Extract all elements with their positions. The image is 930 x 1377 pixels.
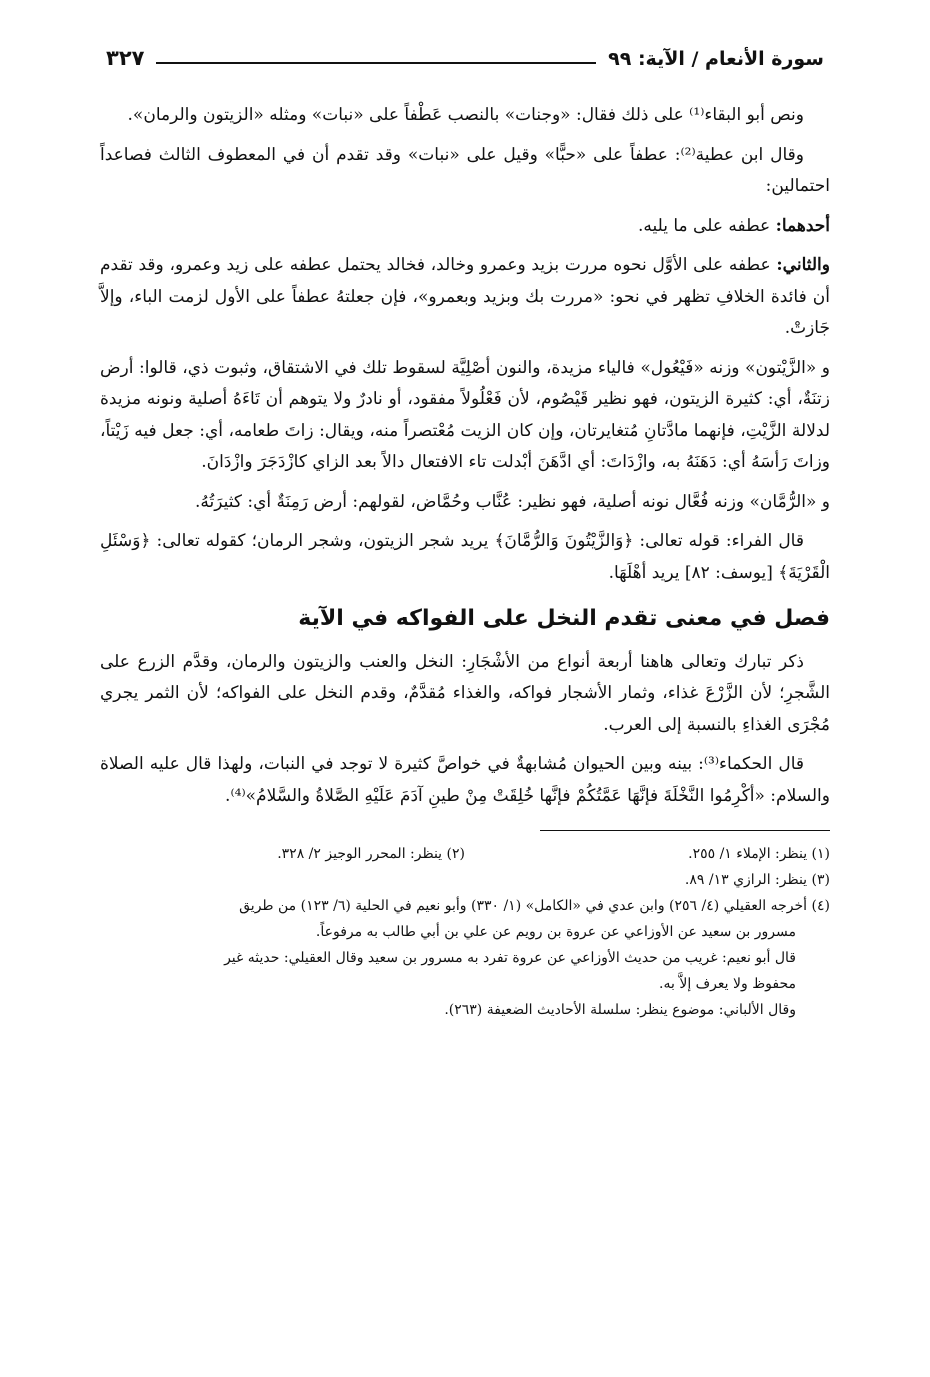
footnote-3: (٣) ينظر: الرازي ١٣/ ٨٩.: [684, 872, 830, 888]
footnote-4-line-4: محفوظ ولا يعرف إلاَّ به.: [659, 976, 796, 992]
paragraph-1: [100, 100, 830, 132]
header-rule: [156, 62, 596, 64]
paragraph-5: [100, 353, 830, 479]
second-option-text: عطفه على الأوَّل نحوه مررت بزيد وعمرو وخالد، فخالد يحتمل عطفه على زيد وعمرو، وقد تقدم أن فائدة الخلافِ تظهر في نحو: «مررت بك وبزيد وبعمرو»، فإن جعلتهُ عطفاً على الأول لزمت الباء، وإلاَّ جَازتْ.: [100, 255, 830, 338]
first-option-text: عطفه على ما يليه.: [637, 215, 771, 236]
paragraph-6: [100, 487, 830, 519]
footnotes: [100, 841, 830, 1023]
footnote-4-line-3: قال أبو نعيم: غريب من حديث الأوزاعي عن عروة تفرد به مسرور بن سعيد وقال العقيلي: حديثه غير: [224, 950, 796, 966]
footnote-rule: [540, 830, 830, 831]
footnote-4-line-2: مسرور بن سعيد عن الأوزاعي عن عروة بن رويم عن علي بن أبي طالب به مرفوعاً.: [315, 924, 796, 940]
main-text: [100, 100, 830, 812]
first-option-label: أحدهما:: [775, 215, 830, 236]
footnote-2: (٢) ينظر: المحرر الوجيز ٢/ ٣٢٨.: [277, 846, 465, 862]
paragraph-2: [100, 140, 830, 203]
surah-title: سورة الأنعام / الآية: ٩٩: [608, 48, 824, 70]
paragraph-3: [100, 211, 830, 243]
paragraph-5-text: و «الزَّيْتون» وزنه «فَيْعُول» فالياء مزيدة، والنون أصْلِيَّة لسقوط تلك في الاشتقاق، وثبوت ذي، قالوا: أرض زتنَةٌ، أي: كثيرة الزيتون، فهو نظير قَيْصُوم، لأن فَعْلُولاً مفقود، أو نادرٌ ولا يتوهم أن تَاءَهُ أصلية ونونه مزيدة لدلالة الزَّيْتِ، فإنهما مادَّتانِ مُتغايرتان، وإن كان الزيت مُعْتصراً منه، ويقال: زاتَ طعامه، أي: جعل فيه زَيْتاً، وزاتَ رَأسَهُ أي: دَهَنَهُ به، وازْدَاتَ: أي ادَّهَنَ أبْدلت تاء الافتعال دالاً بعد الزاي كازْدَجَرَ وازْدَانَ.: [100, 357, 830, 472]
paragraph-4: [100, 250, 830, 345]
footnote-row-1: [100, 841, 830, 867]
paragraph-9: [100, 749, 830, 812]
paragraph-8: [100, 647, 830, 742]
paragraph-1-text: ونص أبو البقاء⁽¹⁾ على ذلك فقال: «وجنات» بالنصب عَطْفاً على «نبات» ومثله «الزيتون والرمان».: [127, 105, 804, 125]
running-head: [100, 30, 830, 70]
paragraph-8-text: ذكر تبارك وتعالى هاهنا أربعة أنواع من الأشْجَارِ: النخل والعنب والزيتون والرمان، وقدَّم الزرع على الشَّجرِ؛ لأن الزَّرْعَ غذاء، وثمار الأشجار فواكه، والغذاء مُقدَّمٌ، وقدم النخل على الفواكه؛ لأن الثمر يجري مُجْرَى الغذاءِ بالنسبة إلى العرب.: [100, 651, 830, 735]
paragraph-6-text: و «الرُّمَّان» وزنه فُعَّال نونه أصلية، فهو نظير: عُنَّاب وحُمَّاض، لقولهم: أرض رَمِنَةٌ أي: كثيرَتُهُ.: [194, 491, 830, 512]
paragraph-9-text: قال الحكماء⁽³⁾: بينه وبين الحيوان مُشابهةٌ في خواصَّ كثيرة لا توجد في النبات، ولهذا قال عليه الصلاة والسلام: «أكْرِمُوا النَّخْلَةَ فإنَّهَا عَمَّتُكُمْ فإنَّها خُلِقَتْ مِنْ طينِ آدَمَ عَلَيْهِ الصَّلاةُ والسَّلامُ»⁽⁴⁾.: [100, 754, 830, 806]
footnote-1: (١) ينظر: الإملاء ١/ ٢٥٥.: [688, 846, 830, 862]
paragraph-7: [100, 526, 830, 589]
second-option-label: والثاني:: [776, 255, 830, 275]
footnote-4-line-1: (٤) أخرجه العقيلي (٤/ ٢٥٦) وابن عدي في «الكامل» (١/ ٣٣٠) وأبو نعيم في الحلية (٦/ ١٢٣) من طريق: [239, 898, 830, 914]
footnote-4-line-5: وقال الألباني: موضوع ينظر: سلسلة الأحاديث الضعيفة (٢٦٣).: [444, 1002, 796, 1018]
paragraph-7-text: قال الفراء: قوله تعالى: ﴿وَالزَّيْتُونَ وَالرُّمَّانَ﴾ يريد شجر الزيتون، وشجر الرمان؛ كقوله تعالى: ﴿وَسْئَلِ الْقَرْيَةَ﴾ [يوسف: ٨٢] يريد أهْلَهَا.: [100, 531, 830, 583]
paragraph-2-text: وقال ابن عطية⁽²⁾: عطفاً على «حبًّا» وقيل على «نبات» وقد تقدم أن في المعطوف الثالث فصاعداً احتمالين:: [100, 144, 830, 196]
page-number: ٣٢٧: [106, 46, 145, 70]
section-heading: فصل في معنى تقدم النخل على الفواكه في الآية: [298, 606, 830, 631]
